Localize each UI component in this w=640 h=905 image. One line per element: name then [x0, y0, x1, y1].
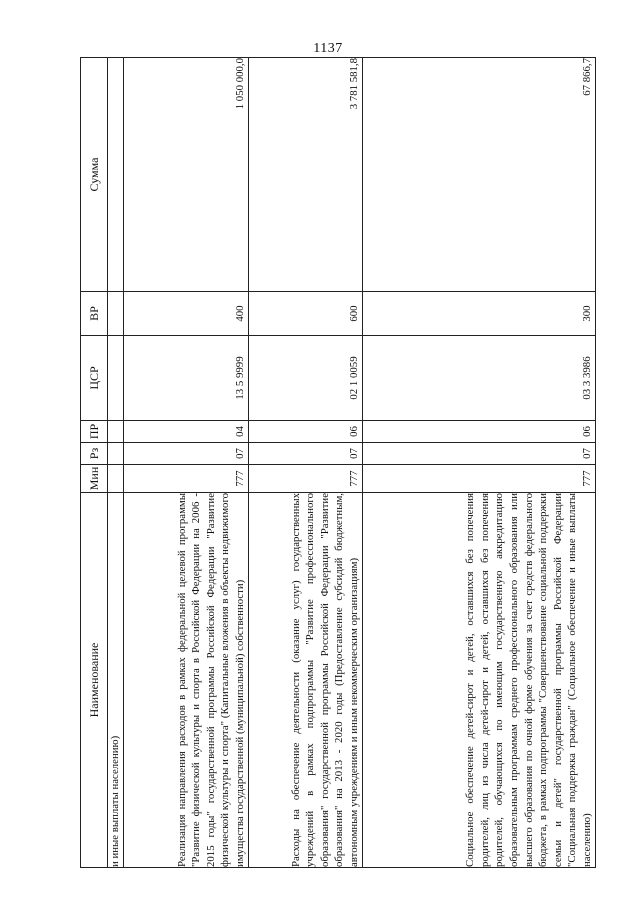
page-number: 1137	[313, 41, 343, 56]
table-row	[362, 58, 595, 868]
header-sum: Сумма	[81, 58, 108, 292]
row-sum: 67 866,7	[362, 58, 595, 292]
row-min: 777	[123, 465, 248, 493]
header-rz: Рз	[81, 443, 108, 465]
row-min: 777	[248, 465, 362, 493]
table-row	[248, 58, 362, 868]
row-name: Социальное обеспечение детей-сирот и детей, оставшихся без попечения родителей, лиц из числа детей-сирот и детей, оставшихся без попечения родителей, обучающихся по имеющим государственную аккредитацию образовательным программам среднего профессионального образования или высшего образования по очной форме обучения за счет средств федерального бюджета, в рамках подпрограммы "Совершенствование социальной поддержки семьи и детей" государственной программы Российской Федерации "Социальная поддержка граждан" (Социальное обеспечение и иные выплаты населению)	[362, 493, 595, 868]
header-vr: ВР	[81, 292, 108, 336]
budget-table	[80, 57, 596, 868]
row-vr: 400	[123, 292, 248, 336]
row-name: Реализация направления расходов в рамках федеральной целевой программы "Развитие физической культуры и спорта в Российской Федерации на 2006 - 2015 годы" государственной программы Российской Федерации "Развитие физической культуры и спорта" (Капитальные вложения в объекты недвижимого имущества государственной (муниципальной) собственности)	[123, 493, 248, 868]
row-name: Расходы на обеспечение деятельности (оказание услуг) государственных учреждений в рамках подпрограммы "Развитие профессионального образования" государственной программы Российской Федерации "Развитие образования" на 2013 - 2020 годы (Предоставление субсидий бюджетным, автономным учреждениям и иным некоммерческим организациям)	[248, 493, 362, 868]
row-csr: 03 3 3986	[362, 336, 595, 421]
row-sum: 1 050 000,0	[123, 58, 248, 292]
row-min: 777	[362, 465, 595, 493]
row-vr: 600	[248, 292, 362, 336]
row-sum: 3 781 581,8	[248, 58, 362, 292]
header-pr: ПР	[81, 421, 108, 443]
row-rz: 07	[123, 443, 248, 465]
row-csr: 13 5 9999	[123, 336, 248, 421]
row-pr: 04	[123, 421, 248, 443]
row-rz: 07	[248, 443, 362, 465]
row-pr: 06	[362, 421, 595, 443]
row-pr: 06	[248, 421, 362, 443]
continuation-row	[108, 58, 124, 868]
header-name: Наименование	[81, 493, 108, 868]
header-csr: ЦСР	[81, 336, 108, 421]
continuation-text: и иные выплаты населению)	[108, 493, 124, 868]
table-row	[123, 58, 248, 868]
budget-table-rotated	[80, 58, 640, 868]
row-csr: 02 1 0059	[248, 336, 362, 421]
row-vr: 300	[362, 292, 595, 336]
row-rz: 07	[362, 443, 595, 465]
header-min: Мин	[81, 465, 108, 493]
header-row	[81, 58, 108, 868]
